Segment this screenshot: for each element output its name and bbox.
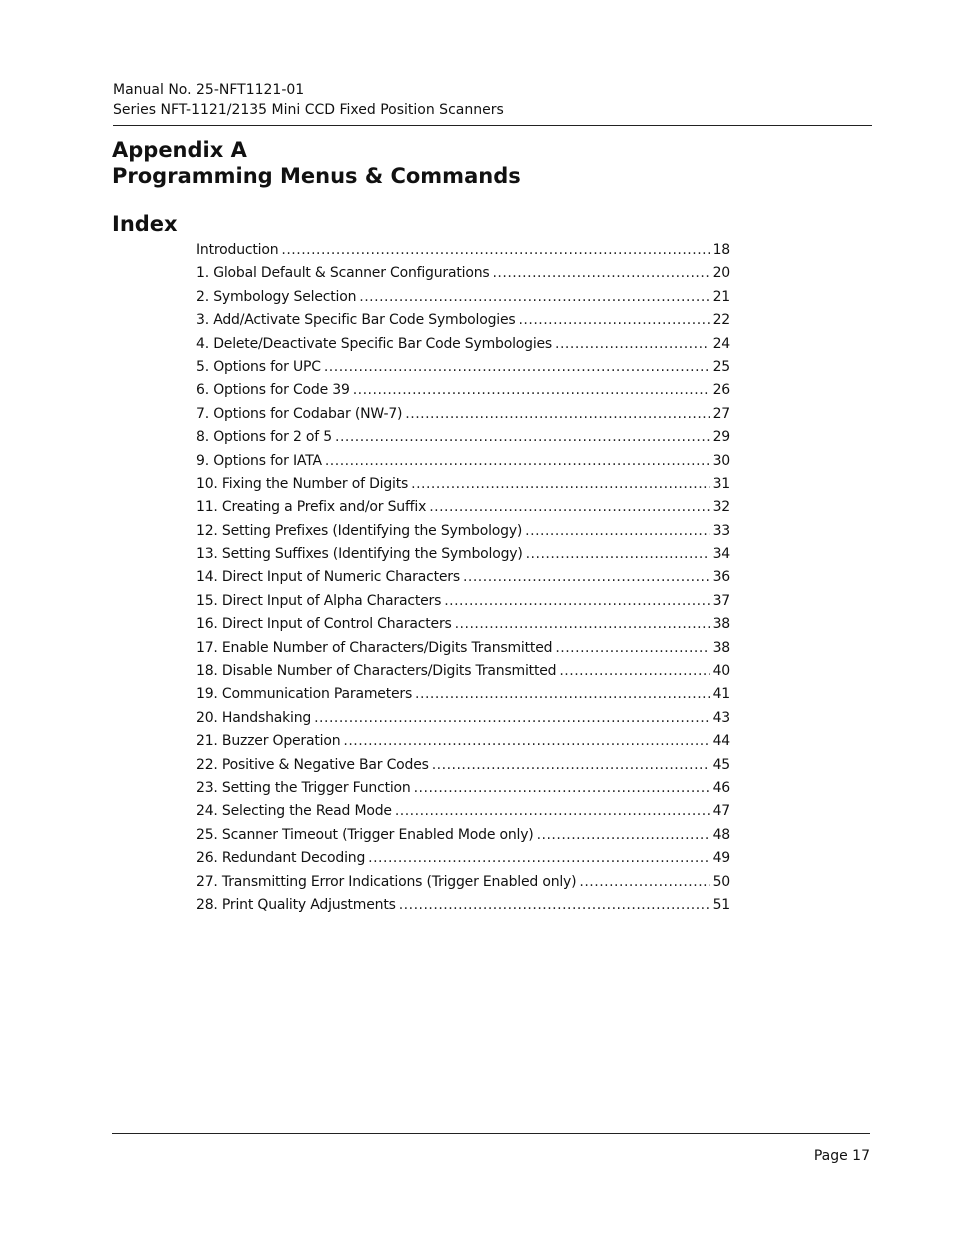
toc-entry-page: 44 [712, 733, 730, 750]
toc-entry [196, 406, 730, 429]
toc-entry-page: 38 [712, 639, 730, 656]
toc-entry-title: 14. Direct Input of Numeric Characters [196, 569, 460, 586]
toc-entry-title: 10. Fixing the Number of Digits [196, 475, 409, 492]
toc-dot-leader [444, 593, 709, 609]
toc-entry-title: 22. Positive & Negative Bar Codes [196, 756, 429, 773]
toc-entry-page: 32 [712, 499, 730, 516]
toc-entry-title: 12. Setting Prefixes (Identifying the Symbology) [196, 522, 523, 539]
toc-entry-page: 22 [712, 312, 730, 329]
toc-entry [196, 453, 730, 476]
toc-entry-page: 45 [712, 756, 730, 773]
toc-entry-title: 23. Setting the Trigger Function [196, 779, 411, 796]
manual-number: Manual No. 25-NFT1121-01 [113, 82, 305, 98]
toc-entry-page: 40 [712, 663, 730, 680]
toc-entry-title: 7. Options for Codabar (NW-7) [196, 405, 403, 422]
toc-dot-leader [526, 546, 710, 562]
toc-dot-leader [525, 523, 709, 539]
toc-entry-title: 3. Add/Activate Specific Bar Code Symbologies [196, 312, 516, 329]
toc-dot-leader [429, 499, 709, 515]
toc-entry [196, 476, 730, 499]
toc-entry [196, 710, 730, 733]
toc-entry [196, 757, 730, 780]
toc-dot-leader [537, 827, 710, 843]
toc-dot-leader [368, 850, 709, 866]
footer-divider [112, 1133, 870, 1134]
appendix-title: Appendix A [112, 138, 247, 162]
toc-entry-page: 29 [712, 429, 730, 446]
toc-entry-page: 26 [712, 382, 730, 399]
toc-entry [196, 359, 730, 382]
appendix-heading [112, 137, 521, 189]
toc-entry-page: 50 [712, 873, 730, 890]
toc-entry-page: 36 [712, 569, 730, 586]
toc-entry [196, 640, 730, 663]
toc-dot-leader [559, 663, 709, 679]
toc-dot-leader [353, 382, 710, 398]
toc-entry-title: 6. Options for Code 39 [196, 382, 350, 399]
toc-entry-page: 30 [712, 452, 730, 469]
toc-entry [196, 289, 730, 312]
table-of-contents [196, 242, 730, 920]
toc-entry-page: 49 [712, 850, 730, 867]
toc-entry-page: 18 [712, 242, 730, 258]
toc-entry-page: 48 [712, 826, 730, 843]
toc-entry-title: 26. Redundant Decoding [196, 850, 366, 867]
toc-entry [196, 546, 730, 569]
toc-dot-leader [518, 312, 709, 328]
toc-entry [196, 733, 730, 756]
toc-entry-page: 34 [712, 546, 730, 563]
toc-entry-title: 24. Selecting the Read Mode [196, 803, 392, 820]
toc-entry-title: 9. Options for IATA [196, 452, 322, 469]
toc-dot-leader [324, 359, 710, 375]
toc-entry-page: 20 [712, 265, 730, 282]
toc-entry-page: 21 [712, 288, 730, 305]
toc-entry-title: 4. Delete/Deactivate Specific Bar Code Symbologies [196, 335, 553, 352]
toc-entry [196, 569, 730, 592]
toc-entry-title: 11. Creating a Prefix and/or Suffix [196, 499, 427, 516]
toc-dot-leader [579, 874, 709, 890]
toc-entry-title: 13. Setting Suffixes (Identifying the Symbology) [196, 546, 523, 563]
toc-entry-page: 43 [712, 709, 730, 726]
toc-entry-page: 33 [712, 522, 730, 539]
toc-entry-page: 41 [712, 686, 730, 703]
toc-entry-title: 28. Print Quality Adjustments [196, 896, 396, 913]
toc-entry [196, 803, 730, 826]
toc-dot-leader [415, 686, 710, 702]
toc-dot-leader [399, 897, 710, 913]
toc-entry [196, 827, 730, 850]
toc-dot-leader [455, 616, 710, 632]
toc-dot-leader [555, 336, 710, 352]
toc-entry [196, 897, 730, 920]
toc-entry-page: 27 [712, 405, 730, 422]
toc-entry-title: 5. Options for UPC [196, 358, 321, 375]
toc-entry-title: 21. Buzzer Operation [196, 733, 341, 750]
toc-dot-leader [411, 476, 709, 492]
toc-dot-leader [395, 803, 710, 819]
toc-entry-title: 15. Direct Input of Alpha Characters [196, 592, 442, 609]
toc-entry [196, 686, 730, 709]
toc-dot-leader [335, 429, 710, 445]
toc-entry [196, 663, 730, 686]
appendix-subtitle: Programming Menus & Commands [112, 164, 521, 188]
toc-entry [196, 242, 730, 265]
toc-entry [196, 265, 730, 288]
toc-entry-title: 20. Handshaking [196, 709, 312, 726]
toc-entry-title: 27. Transmitting Error Indications (Trigger Enabled only) [196, 873, 577, 890]
toc-entry-page: 38 [712, 616, 730, 633]
toc-entry [196, 616, 730, 639]
toc-entry-title: 8. Options for 2 of 5 [196, 429, 332, 446]
toc-dot-leader [281, 242, 709, 258]
toc-entry [196, 429, 730, 452]
toc-entry-title: 16. Direct Input of Control Characters [196, 616, 452, 633]
toc-entry [196, 499, 730, 522]
toc-entry [196, 874, 730, 897]
index-title: Index [112, 212, 178, 236]
toc-dot-leader [492, 265, 709, 281]
toc-entry-title: Introduction [196, 242, 279, 258]
header-divider [113, 125, 872, 126]
page-number: Page 17 [813, 1148, 870, 1164]
toc-dot-leader [359, 289, 709, 305]
toc-entry-page: 51 [712, 896, 730, 913]
toc-entry [196, 593, 730, 616]
toc-entry-title: 17. Enable Number of Characters/Digits Transmitted [196, 639, 553, 656]
toc-entry [196, 850, 730, 873]
toc-entry-title: 19. Communication Parameters [196, 686, 413, 703]
toc-entry-page: 31 [712, 475, 730, 492]
toc-entry [196, 312, 730, 335]
toc-dot-leader [414, 780, 710, 796]
toc-entry-title: 2. Symbology Selection [196, 288, 357, 305]
toc-entry-page: 37 [712, 592, 730, 609]
toc-entry-page: 47 [712, 803, 730, 820]
toc-dot-leader [405, 406, 709, 422]
toc-dot-leader [314, 710, 709, 726]
toc-entry [196, 382, 730, 405]
toc-entry-page: 46 [712, 779, 730, 796]
toc-entry [196, 336, 730, 359]
toc-dot-leader [325, 453, 710, 469]
toc-entry-title: 18. Disable Number of Characters/Digits Transmitted [196, 663, 557, 680]
toc-entry [196, 523, 730, 546]
toc-entry-title: 1. Global Default & Scanner Configurations [196, 265, 490, 282]
toc-dot-leader [343, 733, 709, 749]
toc-dot-leader [432, 757, 710, 773]
toc-entry-page: 24 [712, 335, 730, 352]
page-header [113, 80, 872, 120]
toc-entry [196, 780, 730, 803]
toc-dot-leader [463, 569, 710, 585]
toc-entry-title: 25. Scanner Timeout (Trigger Enabled Mode only) [196, 826, 534, 843]
series-title: Series NFT-1121/2135 Mini CCD Fixed Position Scanners [113, 102, 504, 118]
toc-entry-page: 25 [712, 358, 730, 375]
toc-dot-leader [555, 640, 709, 656]
